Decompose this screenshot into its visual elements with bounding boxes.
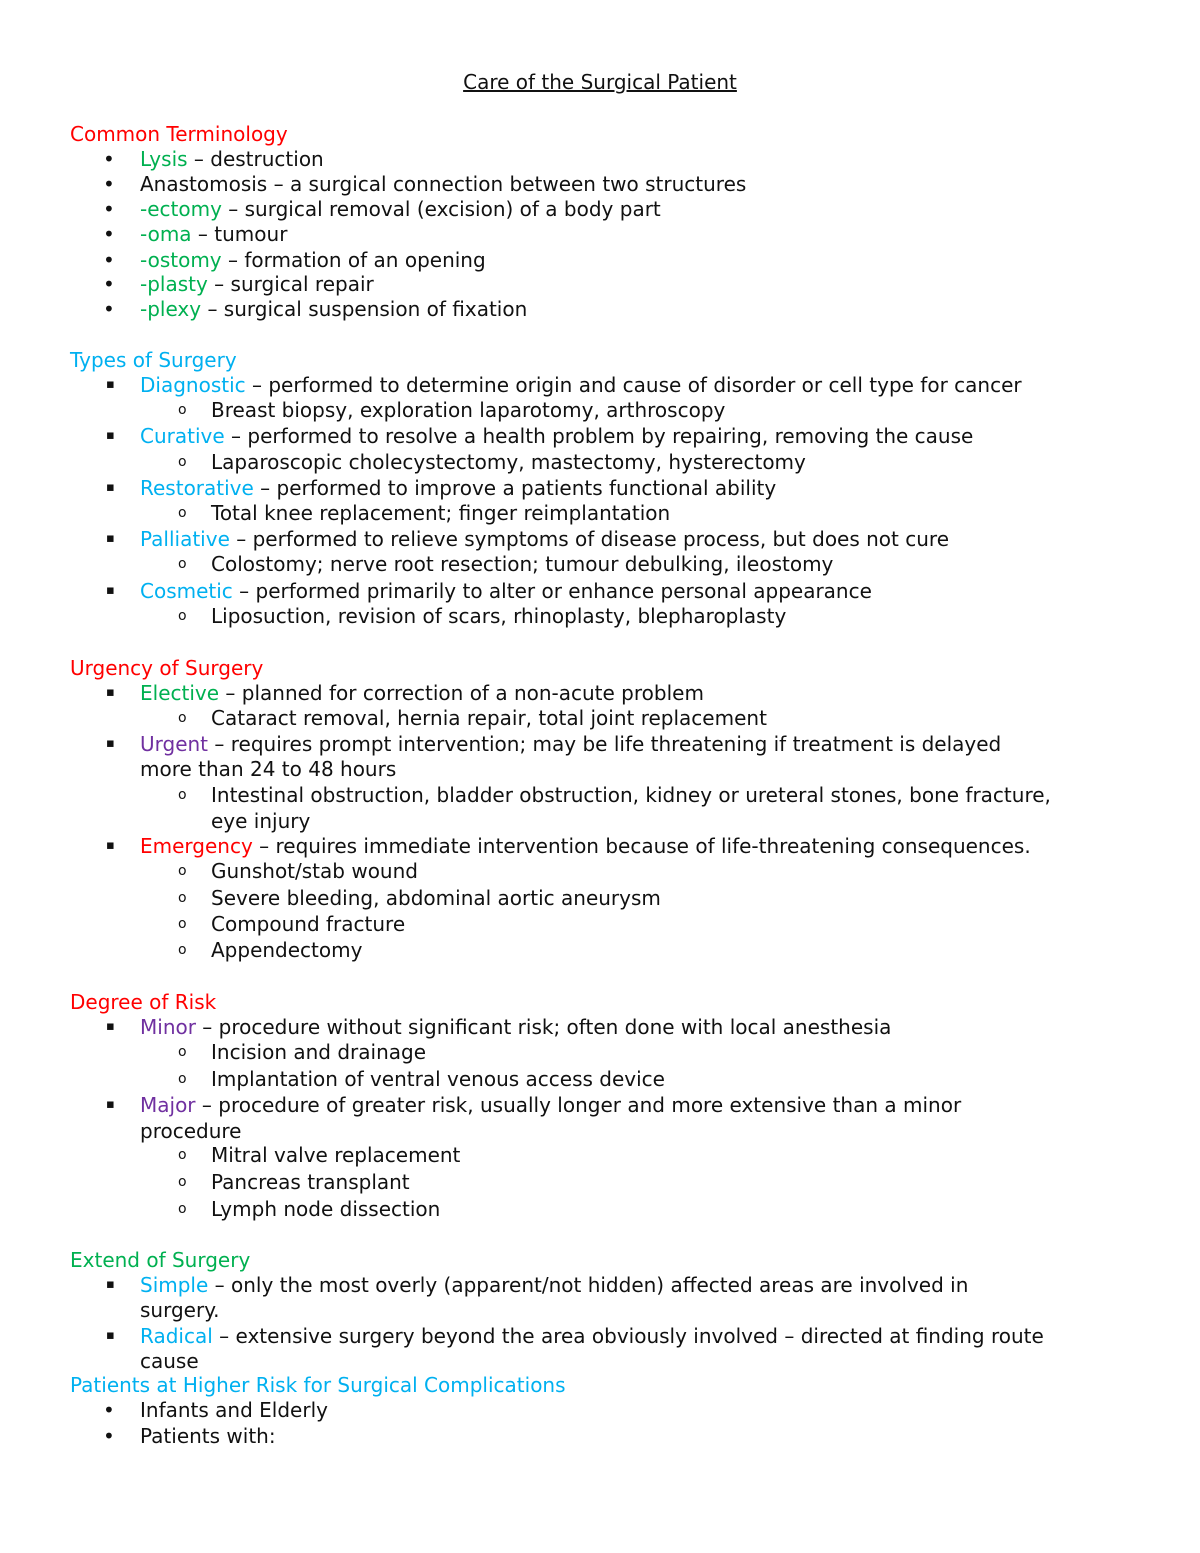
section-heading-extent: Extend of Surgery: [70, 1248, 251, 1272]
term-description: – destruction: [187, 147, 324, 171]
bullet-dot: •: [103, 1424, 115, 1448]
bullet-square: ▪: [106, 428, 115, 443]
list-item: Patients with:: [140, 1424, 276, 1448]
sub-list-item: Implantation of ventral venous access device: [211, 1067, 665, 1091]
sub-list-item: Liposuction, revision of scars, rhinoplasty, blepharoplasty: [211, 604, 787, 628]
term-description: – extensive surgery beyond the area obviously involved – directed at finding route: [212, 1324, 1044, 1348]
bullet-circle: o: [178, 787, 187, 803]
term-label: Urgent: [140, 732, 209, 756]
bullet-dot: •: [103, 297, 115, 321]
sub-list-item: Gunshot/stab wound: [211, 859, 418, 883]
sub-list-item: Laparoscopic cholecystectomy, mastectomy, hysterectomy: [211, 450, 806, 474]
term-label: Lysis: [140, 147, 188, 171]
term-label: Emergency: [140, 834, 253, 858]
term-label: Cosmetic: [140, 579, 233, 603]
bullet-circle: o: [178, 1174, 187, 1190]
sub-list-item: Severe bleeding, abdominal aortic aneurysm: [211, 886, 661, 910]
sub-list-item: Compound fracture: [211, 912, 406, 936]
term-description: – procedure without significant risk; often done with local anesthesia: [195, 1015, 892, 1039]
sub-list-item: Pancreas transplant: [211, 1170, 410, 1194]
term-label: Diagnostic: [140, 373, 246, 397]
bullet-circle: o: [178, 505, 187, 521]
bullet-square: ▪: [106, 1097, 115, 1112]
list-item: [140, 247, 486, 273]
sub-list-item: Lymph node dissection: [211, 1197, 441, 1221]
term-description: – procedure of greater risk, usually longer and more extensive than a minor: [195, 1093, 962, 1117]
bullet-square: ▪: [106, 685, 115, 700]
term-description: – tumour: [191, 222, 288, 246]
sub-list-item: Appendectomy: [211, 938, 363, 962]
term-description: – surgical suspension of fixation: [201, 297, 528, 321]
term-label: -oma: [140, 222, 192, 246]
term-label: Simple: [140, 1273, 209, 1297]
list-item: [140, 526, 949, 552]
term-label: Major: [140, 1093, 196, 1117]
sub-list-item-continuation: eye injury: [211, 809, 311, 833]
term-description: Anastomosis – a surgical connection between two structures: [140, 172, 747, 196]
bullet-circle: o: [178, 1071, 187, 1087]
term-label: Curative: [140, 424, 225, 448]
term-description: – performed to improve a patients functional ability: [253, 476, 777, 500]
term-label: Minor: [140, 1015, 196, 1039]
term-label: Elective: [140, 681, 220, 705]
list-item: [140, 1092, 961, 1118]
bullet-square: ▪: [106, 1019, 115, 1034]
term-description: – formation of an opening: [221, 248, 486, 272]
bullet-dot: •: [103, 172, 115, 196]
bullet-square: ▪: [106, 736, 115, 751]
term-label: Radical: [140, 1324, 213, 1348]
list-item: [140, 423, 973, 449]
term-description: – planned for correction of a non-acute problem: [219, 681, 704, 705]
list-item-continuation: cause: [140, 1349, 199, 1373]
list-item-continuation: procedure: [140, 1119, 242, 1143]
term-description: – performed to relieve symptoms of disease process, but does not cure: [229, 527, 950, 551]
term-description: – performed to determine origin and cause of disorder or cell type for cancer: [245, 373, 1022, 397]
list-item: [140, 680, 704, 706]
sub-list-item: Intestinal obstruction, bladder obstruction, kidney or ureteral stones, bone fracture,: [211, 783, 1051, 807]
list-item: [140, 171, 746, 197]
list-item: [140, 296, 527, 322]
list-item-continuation: surgery.: [140, 1298, 220, 1322]
list-item: [140, 731, 1001, 757]
page-title: Care of the Surgical Patient: [463, 70, 737, 94]
bullet-square: ▪: [106, 531, 115, 546]
list-item: [140, 475, 776, 501]
bullet-square: ▪: [106, 583, 115, 598]
bullet-circle: o: [178, 863, 187, 879]
bullet-square: ▪: [106, 1277, 115, 1292]
sub-list-item: Total knee replacement; finger reimplantation: [211, 501, 671, 525]
section-heading-urgency: Urgency of Surgery: [70, 656, 264, 680]
list-item: [140, 578, 872, 604]
list-item: [140, 1323, 1044, 1349]
bullet-circle: o: [178, 1201, 187, 1217]
term-description: – only the most overly (apparent/not hidden) affected areas are involved in: [208, 1273, 969, 1297]
sub-list-item: Breast biopsy, exploration laparotomy, arthroscopy: [211, 398, 726, 422]
bullet-circle: o: [178, 608, 187, 624]
term-label: -plasty: [140, 272, 208, 296]
list-item: [140, 221, 287, 247]
bullet-square: ▪: [106, 480, 115, 495]
list-item: [140, 1272, 968, 1298]
bullet-dot: •: [103, 248, 115, 272]
list-item: [140, 196, 661, 222]
section-heading-risk: Degree of Risk: [70, 990, 217, 1014]
bullet-dot: •: [103, 272, 115, 296]
bullet-dot: •: [103, 197, 115, 221]
section-heading-types: Types of Surgery: [70, 348, 237, 372]
term-description: – requires prompt intervention; may be life threatening if treatment is delayed: [208, 732, 1002, 756]
sub-list-item: Cataract removal, hernia repair, total joint replacement: [211, 706, 767, 730]
list-item-continuation: more than 24 to 48 hours: [140, 757, 397, 781]
list-item: [140, 146, 324, 172]
term-label: -ectomy: [140, 197, 222, 221]
term-label: -ostomy: [140, 248, 222, 272]
bullet-circle: o: [178, 556, 187, 572]
term-description: – surgical removal (excision) of a body part: [221, 197, 661, 221]
bullet-circle: o: [178, 402, 187, 418]
term-description: – surgical repair: [207, 272, 374, 296]
bullet-circle: o: [178, 710, 187, 726]
bullet-dot: •: [103, 147, 115, 171]
list-item: [140, 1014, 891, 1040]
list-item: [140, 271, 374, 297]
bullet-circle: o: [178, 454, 187, 470]
list-item: [140, 372, 1022, 398]
bullet-square: ▪: [106, 1328, 115, 1343]
bullet-circle: o: [178, 916, 187, 932]
sub-list-item: Incision and drainage: [211, 1040, 427, 1064]
section-heading-terminology: Common Terminology: [70, 122, 288, 146]
sub-list-item: Mitral valve replacement: [211, 1143, 461, 1167]
bullet-dot: •: [103, 222, 115, 246]
bullet-square: ▪: [106, 377, 115, 392]
bullet-circle: o: [178, 890, 187, 906]
term-label: -plexy: [140, 297, 202, 321]
list-item: [140, 833, 1031, 859]
bullet-dot: •: [103, 1398, 115, 1422]
term-description: – performed to resolve a health problem by repairing, removing the cause: [224, 424, 974, 448]
term-description: – requires immediate intervention because of life-threatening consequences.: [252, 834, 1031, 858]
term-label: Restorative: [140, 476, 254, 500]
term-label: Palliative: [140, 527, 230, 551]
bullet-circle: o: [178, 1147, 187, 1163]
list-item: Infants and Elderly: [140, 1398, 328, 1422]
bullet-circle: o: [178, 1044, 187, 1060]
sub-list-item: Colostomy; nerve root resection; tumour debulking, ileostomy: [211, 552, 834, 576]
bullet-circle: o: [178, 942, 187, 958]
term-description: – performed primarily to alter or enhance personal appearance: [232, 579, 872, 603]
bullet-square: ▪: [106, 838, 115, 853]
section-heading-higher-risk: Patients at Higher Risk for Surgical Complications: [70, 1373, 566, 1397]
